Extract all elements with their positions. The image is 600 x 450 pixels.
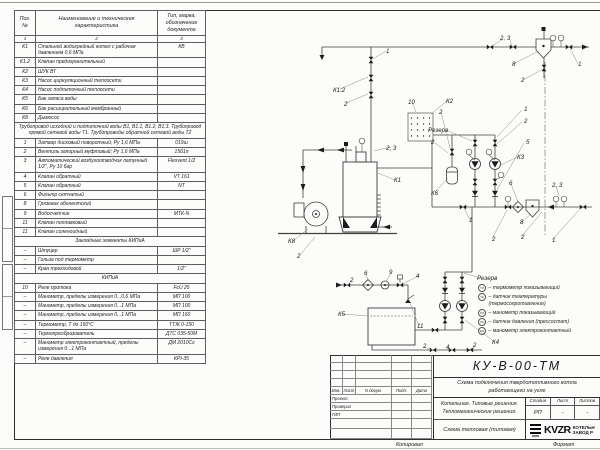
diagram-label: К1 [394, 177, 402, 184]
col-type: Тип, марка, обозначение документа [158, 11, 206, 36]
stage-value: РП [526, 406, 551, 419]
diagram-label: 6 [509, 180, 513, 187]
legend-item: РЭ – манометр электроконтактный [479, 328, 571, 335]
diagram-label: 1 [578, 61, 582, 68]
table-row: 2 Вентиль запорный муфтовый; Ру 1,6 МПа 15б1п [15, 147, 206, 156]
table-row: – Манометр, пределы измерения 0...1 МПа МП 100 [15, 302, 206, 311]
diagram-label: 2 [521, 234, 525, 241]
diagram-label: 1 [386, 48, 390, 55]
instrument-symbol: РЕ [479, 319, 484, 324]
table-row: К6 Бак расширительный мембранный [15, 104, 206, 113]
diagram-label: К1.2 [333, 87, 346, 94]
strainer-return-8 [526, 200, 539, 217]
diagram-label: 2 [439, 109, 443, 116]
sheet-name: Схема тепловая (типовая) [434, 420, 526, 440]
table-row: 1 Затвор дисковый поворотный; Ру 1,6 МПа 019ш [15, 138, 206, 147]
table-row: 8 Грязевик абонентский [15, 200, 206, 209]
table-row: К8 Дымосос [15, 113, 206, 122]
diagram-label: К8 [288, 238, 296, 245]
flow-arrows [320, 45, 589, 288]
diagram-label: 10 [408, 99, 415, 106]
diagram-label: К4 [492, 339, 500, 346]
feed-pumps-k4 [440, 288, 468, 312]
diagram-label: 2 [524, 118, 528, 125]
table-row: – Штуцер ШР 1/2" [15, 246, 206, 255]
circulation-pumps-k3 [470, 159, 501, 197]
table-row: К4 Насос подпиточный теплосети [15, 86, 206, 95]
legend-item: РЕ – датчик давления (прессостат) [479, 318, 570, 325]
table-row: 6 Фильтр сетчатый [15, 191, 206, 200]
table-row: 11 Клапан поплавковый [15, 218, 206, 227]
kvzr-logo-text: KVZR [544, 424, 571, 436]
table-row: – Кран трехходовой 1/2" [15, 265, 206, 274]
strainer-supply-8 [536, 27, 551, 58]
copied-label: Копировал [396, 442, 423, 448]
diagram-label: 6 [364, 270, 368, 277]
table-row: К2 ШУК ВТ [15, 67, 206, 76]
diagram-label: 2, 3 [552, 182, 563, 189]
table-row: – Манометр, пределы измерения 0...0,6 МПа МП 100 [15, 292, 206, 301]
sheets-value: - [575, 406, 600, 419]
diagram-label: 1 [469, 217, 473, 224]
table-row: 5 Клапан обратный NT [15, 181, 206, 190]
company-logo-cell [526, 420, 600, 440]
document-number: КУ-В-00-ТМ [434, 355, 600, 378]
sheet-col: Лист [551, 398, 576, 405]
company-name: КОТЕЛЬН ЗАВОД Р [572, 424, 595, 435]
diagram-label: 2, 3 [500, 35, 511, 42]
table-row: 11 Клапан соленоидный [15, 228, 206, 237]
table-row: К1.2 Клапан предохранительный [15, 58, 206, 67]
instrument-symbol: ТЕ [478, 293, 486, 301]
diagram-label: 2 [297, 253, 301, 260]
diagram-label: 2, 3 [386, 145, 397, 152]
solenoid-valve-11 [398, 275, 403, 283]
diagram-label: 11 [417, 323, 424, 330]
table-row: – Термометр, Т до 150°С ТТЖ 0-150 [15, 320, 206, 329]
table-row: – Манометр электроконтактный, пределы измерения 0...1 МПа ДМ 2010Сг [15, 339, 206, 355]
table-row: К5 Бак запаса воды [15, 95, 206, 104]
table-row: – Гильза под термометр [15, 255, 206, 264]
diagram-label: 2 [344, 101, 348, 108]
table-row: КИПиА [15, 274, 206, 283]
object-line2: Тепломеханические решения. [442, 408, 517, 415]
instrument-symbol: ТИ [480, 286, 484, 290]
legend-item: РИ – манометр показывающий [479, 309, 556, 316]
legend-item: ТЕ – датчик температуры (термосопротивление) [478, 294, 599, 307]
table-row: – Реле давления КРI-35 [15, 354, 206, 363]
sheet-value: - [551, 406, 576, 419]
table-row: – Манометр, пределы измерения 0...1 МПа МП 160 [15, 311, 206, 320]
diagram-label: 8 [512, 61, 516, 68]
revision-signature-table: Изм. Лист N докум. Подп. Дата Проект. Проверил ГИП [330, 355, 434, 440]
instruments [359, 35, 567, 207]
col-pos: Поз. № [15, 11, 36, 36]
storage-tank-k5 [368, 308, 415, 345]
diagram-label: К3 [517, 154, 525, 161]
diagram-label: 2 [521, 77, 525, 84]
diagram-label: 4 [446, 344, 450, 351]
diagram-label: К2 [446, 98, 454, 105]
table-row: – Термопреобразователь ДТС 035-50М [15, 329, 206, 338]
stage-header [526, 398, 600, 406]
instrument-symbol: РИ [479, 310, 485, 315]
flue-fan-k8 [278, 148, 397, 234]
spec-colnum-row: 1 2 3 [15, 36, 206, 43]
table-row: Трубопровод исходной и подпиточной воды В1, В1.1, В1.2, В1.3. Трубопровод прямой сетевой воды Т1. Трубопроводы обратной сетевой воды Т2 [15, 123, 206, 139]
stage-values [526, 406, 600, 420]
diagram-label: 2 [492, 236, 496, 243]
object-line1: Котельная. Типовые решения. [441, 401, 518, 408]
legend-item: ТИ – термометр показывающий [480, 285, 560, 291]
diagram-label: 1 [524, 106, 528, 113]
table-row: 4 Клапан обратный VT 161 [15, 172, 206, 181]
table-row: К3 Насос циркуляционный теплосети [15, 76, 206, 85]
boiler-k1 [339, 142, 390, 232]
legend [478, 285, 599, 338]
diagram-label: К6 [431, 190, 439, 197]
object-name [434, 398, 526, 420]
diagram-label: 2 [473, 342, 477, 349]
sheets-col: Листов [575, 398, 600, 405]
diagram-label: 2 [350, 277, 354, 284]
stage-col: Стадия [526, 398, 551, 405]
table-row: 10 Реле протока FcU 25 [15, 283, 206, 292]
diagram-label: 5 [526, 139, 530, 146]
diagram-label: 2 [423, 343, 427, 350]
kvzr-logo-icon [529, 423, 542, 437]
instrument-symbol: РЭ [479, 329, 485, 334]
drawing-title: Схема подключения твердотопливного котла работающего на угле [434, 378, 600, 398]
expansion-tank-k6 [447, 167, 458, 184]
table-row: Закладные элементы КИПиА [15, 237, 206, 246]
float-valve-11 [405, 295, 414, 303]
diagram-label: 4 [416, 273, 420, 280]
diagram-label: 1 [552, 237, 556, 244]
scan-edge-bottom [0, 448, 600, 449]
table-row: 9 Водосчетчик МТК-N [15, 209, 206, 218]
diagram-label: 8 [520, 219, 524, 226]
col-name: Наименование и техническая характеристика [36, 11, 158, 36]
diagram-label: 2 [431, 139, 435, 146]
format-label: Формат [553, 442, 575, 448]
diagram-label: К5 [338, 311, 346, 318]
table-row: К1 Стальной водогрейный котел с рабочим давлением 0,6 МПа КВ [15, 42, 206, 58]
diagram-label: Резерв [428, 127, 449, 134]
diagram-label: 9 [389, 269, 393, 276]
table-row: 3 Автоматический воздухоотводчик латунный 1/2", Ру 10 бар Flexvent 1/2 [15, 157, 206, 173]
diagram-label: Резерв [477, 275, 498, 282]
